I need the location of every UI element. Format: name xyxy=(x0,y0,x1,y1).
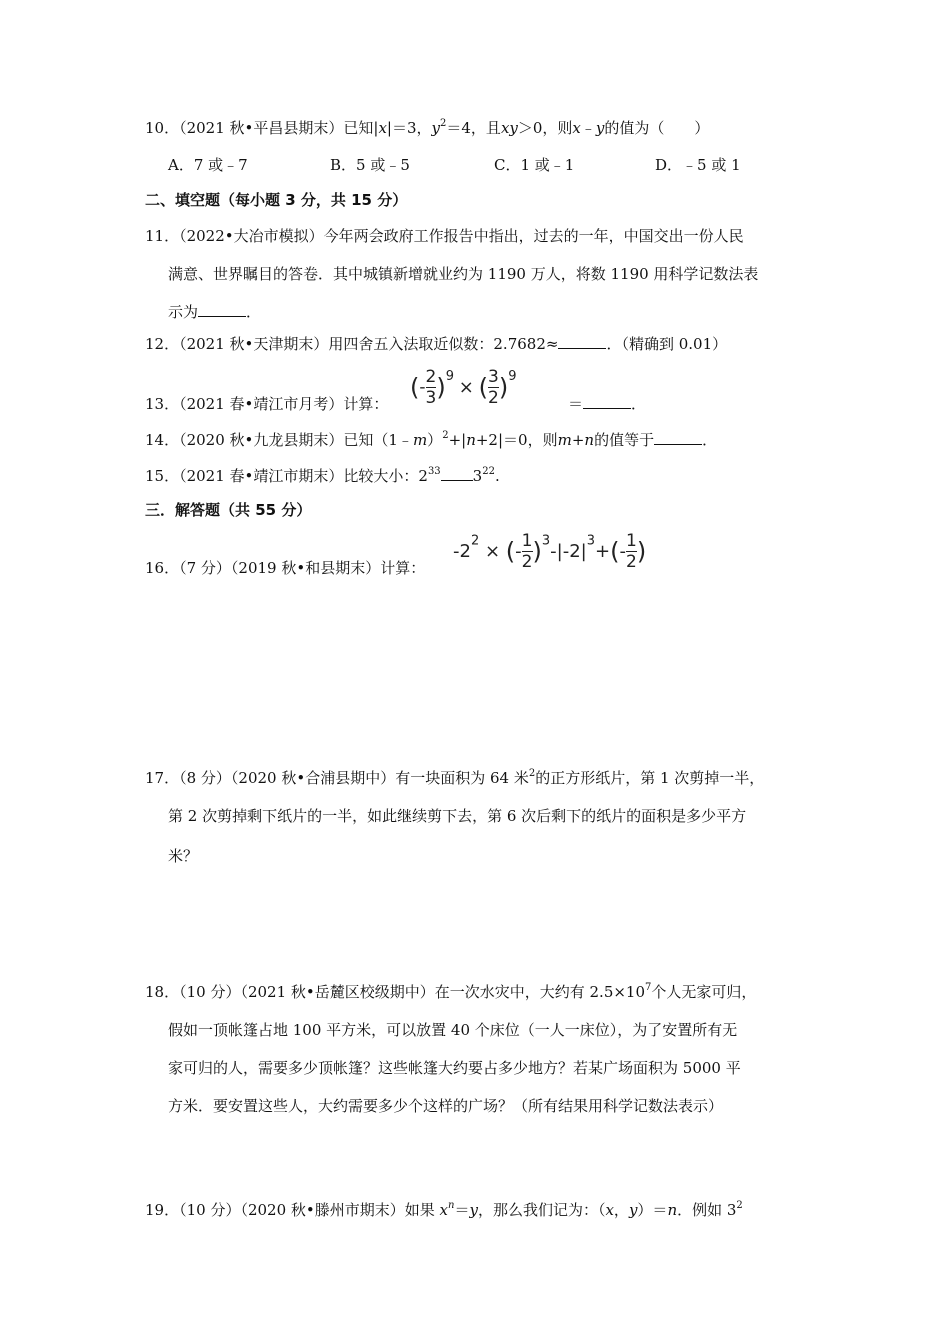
q10-option-a: A．7 或﹣7 xyxy=(168,156,248,174)
q17-line-3: 米？ xyxy=(168,847,199,865)
q10-option-c: C．1 或﹣1 xyxy=(494,156,575,174)
q18-line-3: 家可归的人，需要多少顶帐篷？这些帐篷大约要占多少地方？若某广场面积为 5000 平 xyxy=(168,1059,741,1077)
q19-stem: 19．（10 分）（2020 秋•滕州市期末）如果 $x^n=y$，那么我们记为：（x，y）＝n．例如 $3^2$ xyxy=(145,1200,743,1219)
q15-answer-blank[interactable] xyxy=(441,466,473,481)
q13-fraction-2: $\frac{3}{2}$ xyxy=(488,367,499,408)
q16-fraction-1: $\frac{1}{2}$ xyxy=(521,531,533,572)
q16-stem: 16．（7 分）（2019 秋•和县期末）计算： xyxy=(145,559,426,577)
q10-stem: 10．（2021 秋•平昌县期末）已知|x|＝3，$y^2=4$，且xy＞0，则x﹣y的值为（ ） xyxy=(145,118,710,137)
q13-expression: (- $\frac{2}{3}$ )9 × ( $\frac{3}{2}$ )9 xyxy=(410,367,517,408)
q11-line-3: 示为 ． xyxy=(168,303,262,321)
q11-line-1: 11．（2022•大冶市模拟）今年两会政府工作报告中指出，过去的一年，中国交出一份人民 xyxy=(145,227,744,245)
section-2-heading: 二、填空题（每小题 3 分，共 15 分） xyxy=(145,191,408,209)
q13-stem: 13．（2021 春•靖江市月考）计算： xyxy=(145,395,389,413)
q16-expression: $-2^2$ × (- $\frac{1}{2}$ )$^3-|-2|^3+(-$ $\frac{1}{2}$ ) xyxy=(453,531,647,572)
q15-stem: 15．（2021 春•靖江市期末）比较大小：$2^{33}$ $3^{22}$. xyxy=(145,466,500,485)
q18-line-4: 方米．要安置这些人，大约需要多少个这样的广场？（所有结果用科学记数法表示） xyxy=(168,1097,724,1115)
q13-answer: ＝ ． xyxy=(568,395,647,413)
q10-option-d: D．﹣5 或 1 xyxy=(655,156,741,174)
q17-line-2: 第 2 次剪掉剩下纸片的一半，如此继续剪下去，第 6 次后剩下的纸片的面积是多少平方 xyxy=(168,807,747,825)
q18-line-2: 假如一顶帐篷占地 100 平方米，可以放置 40 个床位（一人一床位），为了安置所有无 xyxy=(168,1021,738,1039)
q14-answer-blank[interactable] xyxy=(654,430,702,445)
q10-option-b: B．5 或﹣5 xyxy=(330,156,410,174)
q12-answer-blank[interactable] xyxy=(558,334,606,349)
q17-line-1: 17．（8 分）（2020 秋•合浦县期中）有一块面积为 64 米$^2$的正方形纸片，第 1 次剪掉一半， xyxy=(145,768,765,787)
q18-line-1: 18．（10 分）（2021 秋•岳麓区校级期中）在一次水灾中，大约有 $2.5\times 10^7$个人无家可归， xyxy=(145,982,757,1001)
q12-stem: 12．（2021 秋•天津期末）用四舍五入法取近似数：2.7682≈ ．（精确到 0.01） xyxy=(145,335,728,353)
section-3-heading: 三．解答题（共 55 分） xyxy=(145,501,312,519)
q14-stem: 14．（2020 秋•九龙县期末）已知（1﹣m）$^2$+|n+2|＝0，则m+n的值等于 ． xyxy=(145,430,718,449)
q11-line-2: 满意、世界瞩目的答卷．其中城镇新增就业约为 1190 万人，将数 1190 用科学记数法表 xyxy=(168,265,759,283)
q13-fraction-1: $\frac{2}{3}$ xyxy=(425,367,437,408)
q11-answer-blank[interactable] xyxy=(198,302,246,317)
q13-answer-blank[interactable] xyxy=(583,394,631,409)
q16-fraction-2: $\frac{1}{2}$ xyxy=(625,531,637,572)
